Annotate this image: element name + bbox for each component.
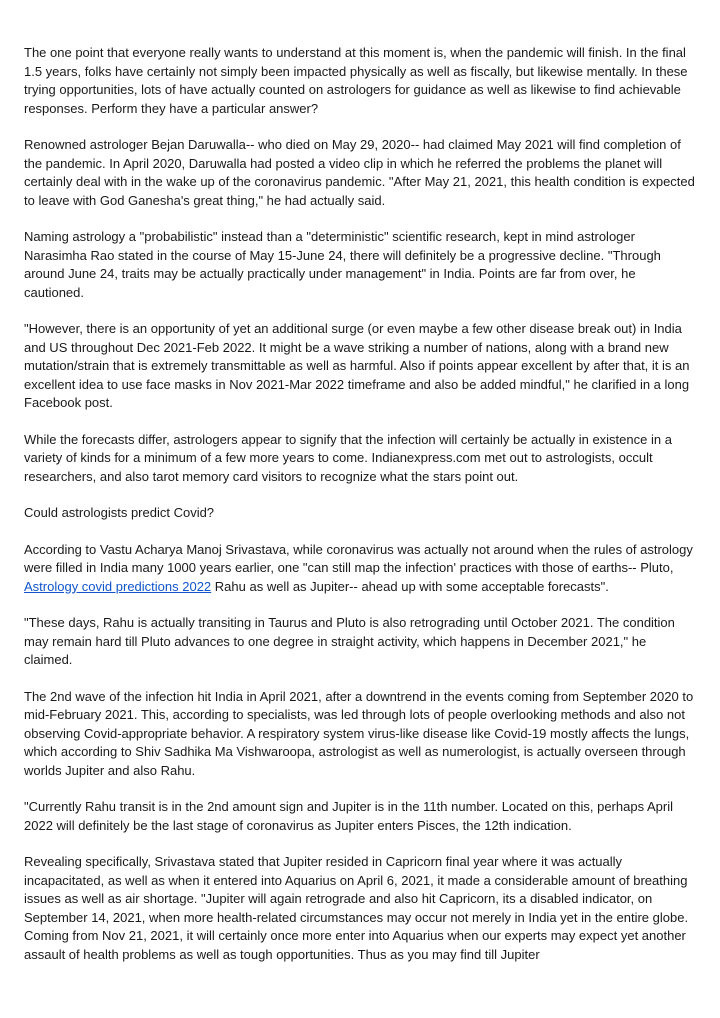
paragraph-srivastava xyxy=(24,541,698,597)
paragraph-srivastava-text-end: Rahu as well as Jupiter-- ahead up with some acceptable forecasts". xyxy=(211,578,609,594)
paragraph-jupiter-capricorn: Revealing specifically, Srivastava stated that Jupiter resided in Capricorn final year where it was actually incapacitated, as well as when it entered into Aquarius on April 6, 2021, it made a considerable amount of breathing issues as well as air shortage. "Jupiter will again retrograde and also hit Capricorn, its a disabled indicator, on September 14, 2021, when more health-related circumstances may occur not merely in India yet in the entire globe. Coming from Nov 21, 2021, it will certainly once more enter into Aquarius when our experts may expect yet another assault of health problems as well as tough opportunities. Thus as you may find till Jupiter xyxy=(24,854,689,962)
paragraph-srivastava-text-start: According to Vastu Acharya Manoj Srivastava, while coronavirus was actually not around when the rules of astrology were filled in India many 1000 years earlier, one "can still map the infection' practices with those of earths-- Pluto, xyxy=(24,541,693,575)
article-body xyxy=(24,44,698,982)
astrology-covid-predictions-link[interactable]: Astrology covid predictions 2022 xyxy=(24,578,212,594)
paragraph-narasimha-rao: Naming astrology a "probabilistic" instead than a "deterministic" scientific research, kept in mind astrologer Narasimha Rao stated in the course of May 15-June 24, there will definitely be a progressive decline. "Through around June 24, traits may be actually practically under management" in India. Points are far from over, he cautioned. xyxy=(24,229,661,300)
section-question: Could astrologists predict Covid? xyxy=(24,505,215,520)
paragraph-daruwalla: Renowned astrologer Bejan Daruwalla-- who died on May 29, 2020-- had claimed May 2021 will find completion of the pandemic. In April 2020, Daruwalla had posted a video clip in which he referred the problems the planet will certainly deal with in the wake up of the coronavirus pandemic. "After May 21, 2021, this health condition is expected to leave with God Ganesha's great thing," he had actually said. xyxy=(24,137,695,208)
paragraph-intro: The one point that everyone really wants to understand at this moment is, when the pandemic will finish. In the final 1.5 years, folks have certainly not simply been impacted physically as well as fiscally, but likewise mentally. In these trying opportunities, lots of have actually counted on astrologers for guidance as well as likewise to find achievable responses. Perform they have a particular answer? xyxy=(24,45,688,116)
paragraph-rahu-taurus: "These days, Rahu is actually transiting in Taurus and Pluto is also retrograding until October 2021. The condition may remain hard till Pluto advances to one degree in straight activity, which happens in December 2021," he claimed. xyxy=(24,615,675,667)
paragraph-rao-quote: "However, there is an opportunity of yet an additional surge (or even maybe a few other disease break out) in India and US throughout Dec 2021-Feb 2022. It might be a wave striking a number of nations, along with a brand new mutation/strain that is extremely transmittable as well as harmful. Also if points appear excellent by after that, it is an excellent idea to use face masks in Nov 2021-Mar 2022 timeframe and also be added mindful," he clarified in a long Facebook post. xyxy=(24,321,690,410)
paragraph-second-wave: The 2nd wave of the infection hit India in April 2021, after a downtrend in the events coming from September 2020 to mid-February 2021. This, according to specialists, was led through lots of people overlooking methods and also not observing Covid-appropriate behavior. A respiratory system virus-like disease like Covid-19 mostly affects the lungs, which according to Shiv Sadhika Ma Vishwaroopa, astrologist as well as numerologist, is actually overseen through worlds Jupiter and also Rahu. xyxy=(24,688,694,778)
paragraph-rahu-transit: "Currently Rahu transit is in the 2nd amount sign and Jupiter is in the 11th number. Located on this, perhaps April 2022 will definitely be the last stage of coronavirus as Jupiter enters Pisces, the 12th indication. xyxy=(24,799,673,833)
paragraph-forecasts-differ: While the forecasts differ, astrologers appear to signify that the infection will certainly be actually in existence in a variety of kinds for a minimum of a few more years to come. Indianexpress.com met out to astrologists, occult researchers, and also tarot memory card visitors to recognize what the stars point out. xyxy=(24,431,672,484)
